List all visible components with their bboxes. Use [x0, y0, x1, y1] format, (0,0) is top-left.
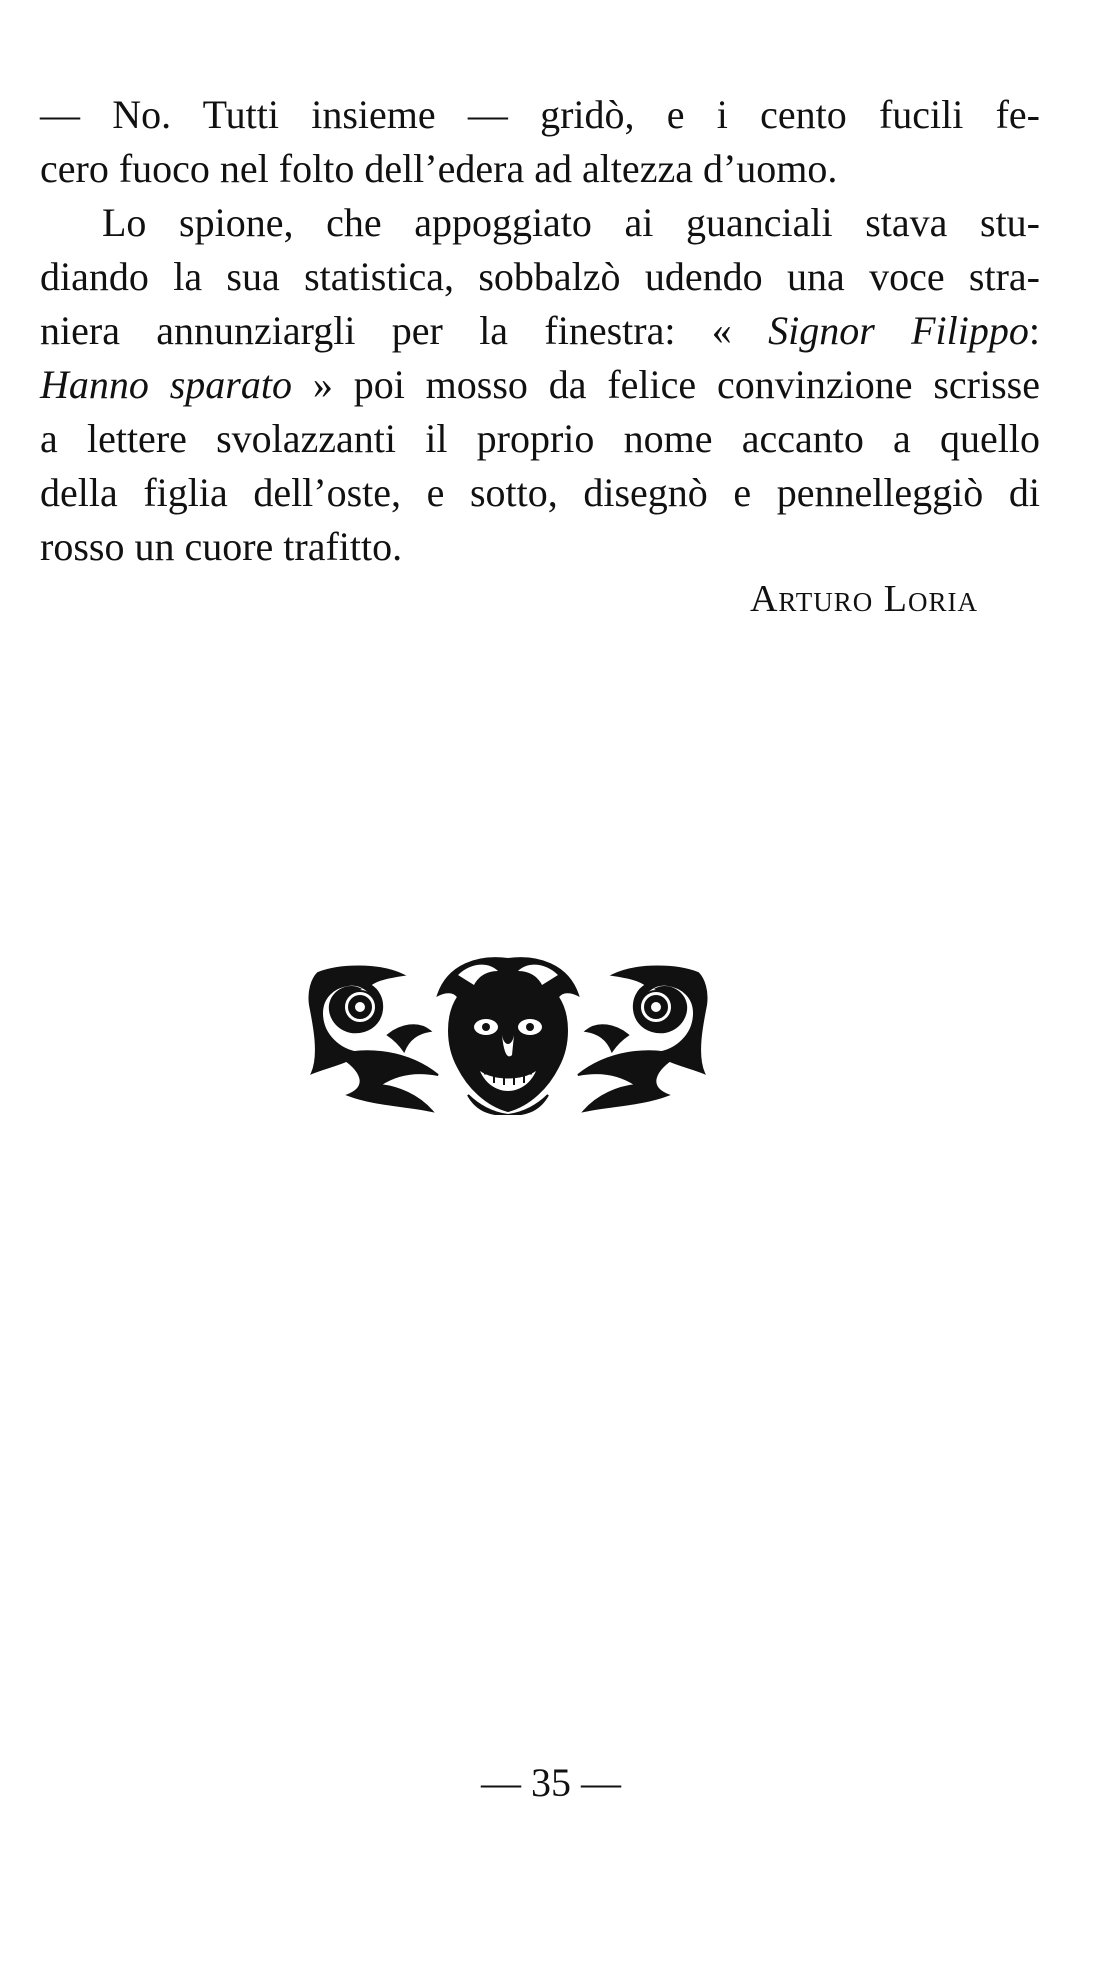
italic-quote-text: Hanno sparato [40, 362, 292, 407]
open-guillemet: « [711, 308, 732, 353]
paragraph-2-line-7: rosso un cuore trafitto. [40, 524, 403, 569]
colon: : [1028, 308, 1041, 353]
paragraph-2-line-1: Lo spione, che appoggiato ai guanciali stava stu- [102, 200, 1040, 245]
author-signature: Arturo Loria [749, 578, 978, 620]
paragraph-2-line-5: a lettere svolazzanti il proprio nome accanto a quello [40, 416, 1040, 461]
paragraph-1-line-1: — No. Tutti insieme — gridò, e i cento fucili fe- [40, 92, 1040, 137]
line-segment: niera annunziargli per la finestra: [40, 308, 676, 353]
line-segment: » poi mosso da felice convinzione scrisse [312, 362, 1040, 407]
page-number: — 35 — [481, 1760, 621, 1805]
grotesque-mask-ornament-icon [308, 955, 708, 1115]
paragraph-2-line-3 [40, 304, 1040, 358]
paragraph-2-line-2: diando la sua statistica, sobbalzò udendo una voce stra- [40, 254, 1040, 299]
italic-quote-name: Signor Filippo [768, 308, 1029, 353]
paragraph-1-line-2: cero fuoco nel folto dell’edera ad altezza d’uomo. [40, 146, 838, 191]
paragraph-2-line-4 [40, 358, 1040, 412]
paragraph-2-line-6: della figlia dell’oste, e sotto, disegnò e pennelleggiò di [40, 470, 1040, 515]
